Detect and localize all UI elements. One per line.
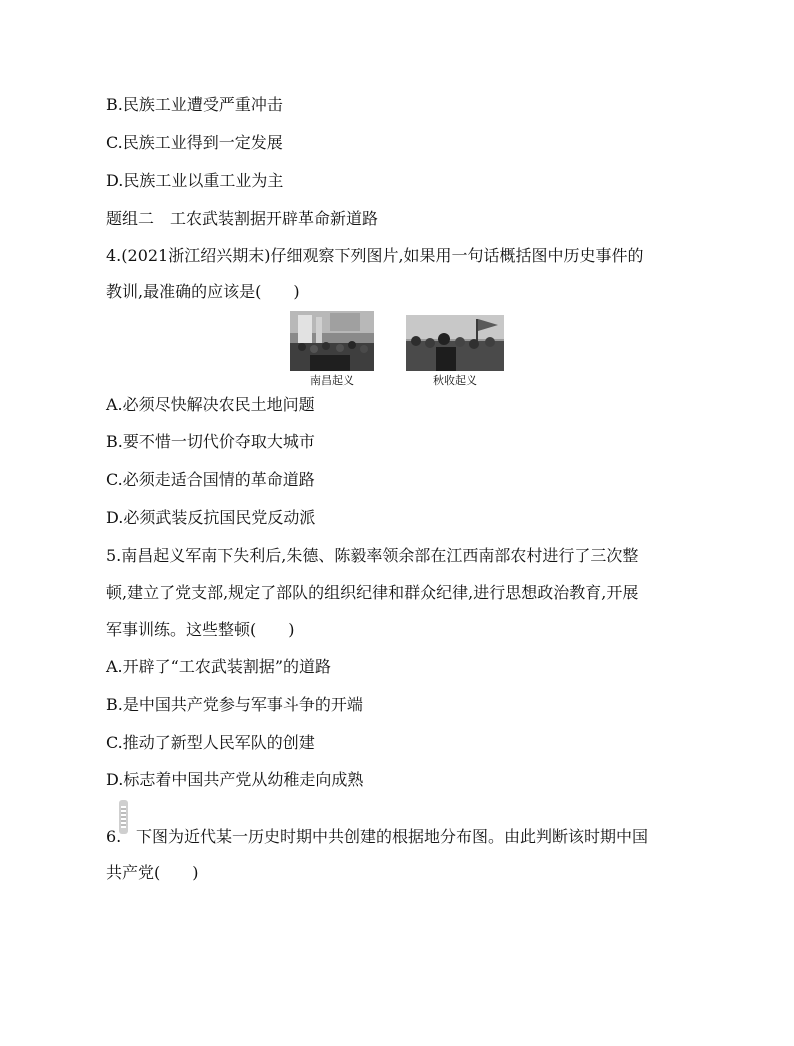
autumn-harvest-uprising-photo [406,315,504,371]
option-b-q5: B.是中国共产党参与军事斗争的开端 [106,695,363,714]
option-d-q5: D.标志着中国共产党从幼稚走向成熟 [106,770,364,789]
question-5-stem-end: 军事训练。这些整顿( ) [106,620,295,639]
option-b-q4: B.要不惜一切代价夺取大城市 [106,432,315,451]
option-c-q5: C.推动了新型人民军队的创建 [106,733,315,752]
question-4-stem-cont: 教训,最准确的应该是( ) [106,282,300,301]
option-d-q4: D.必须武装反抗国民党反动派 [106,508,316,527]
section-heading: 题组二 工农武装割据开辟革命新道路 [106,209,379,228]
left-photo-caption: 南昌起义 [310,374,354,387]
option-a-q4: A.必须尽快解决农民土地问题 [106,395,315,414]
option-a-q5: A.开辟了“工农武装割据”的道路 [106,657,332,676]
option-b-q3: B.民族工业遭受严重冲击 [106,95,283,114]
option-c-q3: C.民族工业得到一定发展 [106,133,283,152]
nanchang-uprising-photo [290,311,374,371]
question-6-number: 6. [106,827,122,846]
question-5-stem-cont: 顿,建立了党支部,规定了部队的组织纪律和群众纪律,进行思想政治教育,开展 [106,583,639,602]
question-6-stem: 下图为近代某一历史时期中共创建的根据地分布图。由此判断该时期中国 [136,827,649,846]
question-6-stem-cont: 共产党( ) [106,863,199,882]
right-photo-caption: 秋收起义 [433,374,477,387]
question-5-stem: 5.南昌起义军南下失利后,朱德、陈毅率领余部在江西南部农村进行了三次整 [106,546,639,565]
option-d-q3: D.民族工业以重工业为主 [106,171,284,190]
option-c-q4: C.必须走适合国情的革命道路 [106,470,315,489]
question-4-stem: 4.(2021浙江绍兴期末)仔细观察下列图片,如果用一句话概括图中历史事件的 [106,246,644,265]
